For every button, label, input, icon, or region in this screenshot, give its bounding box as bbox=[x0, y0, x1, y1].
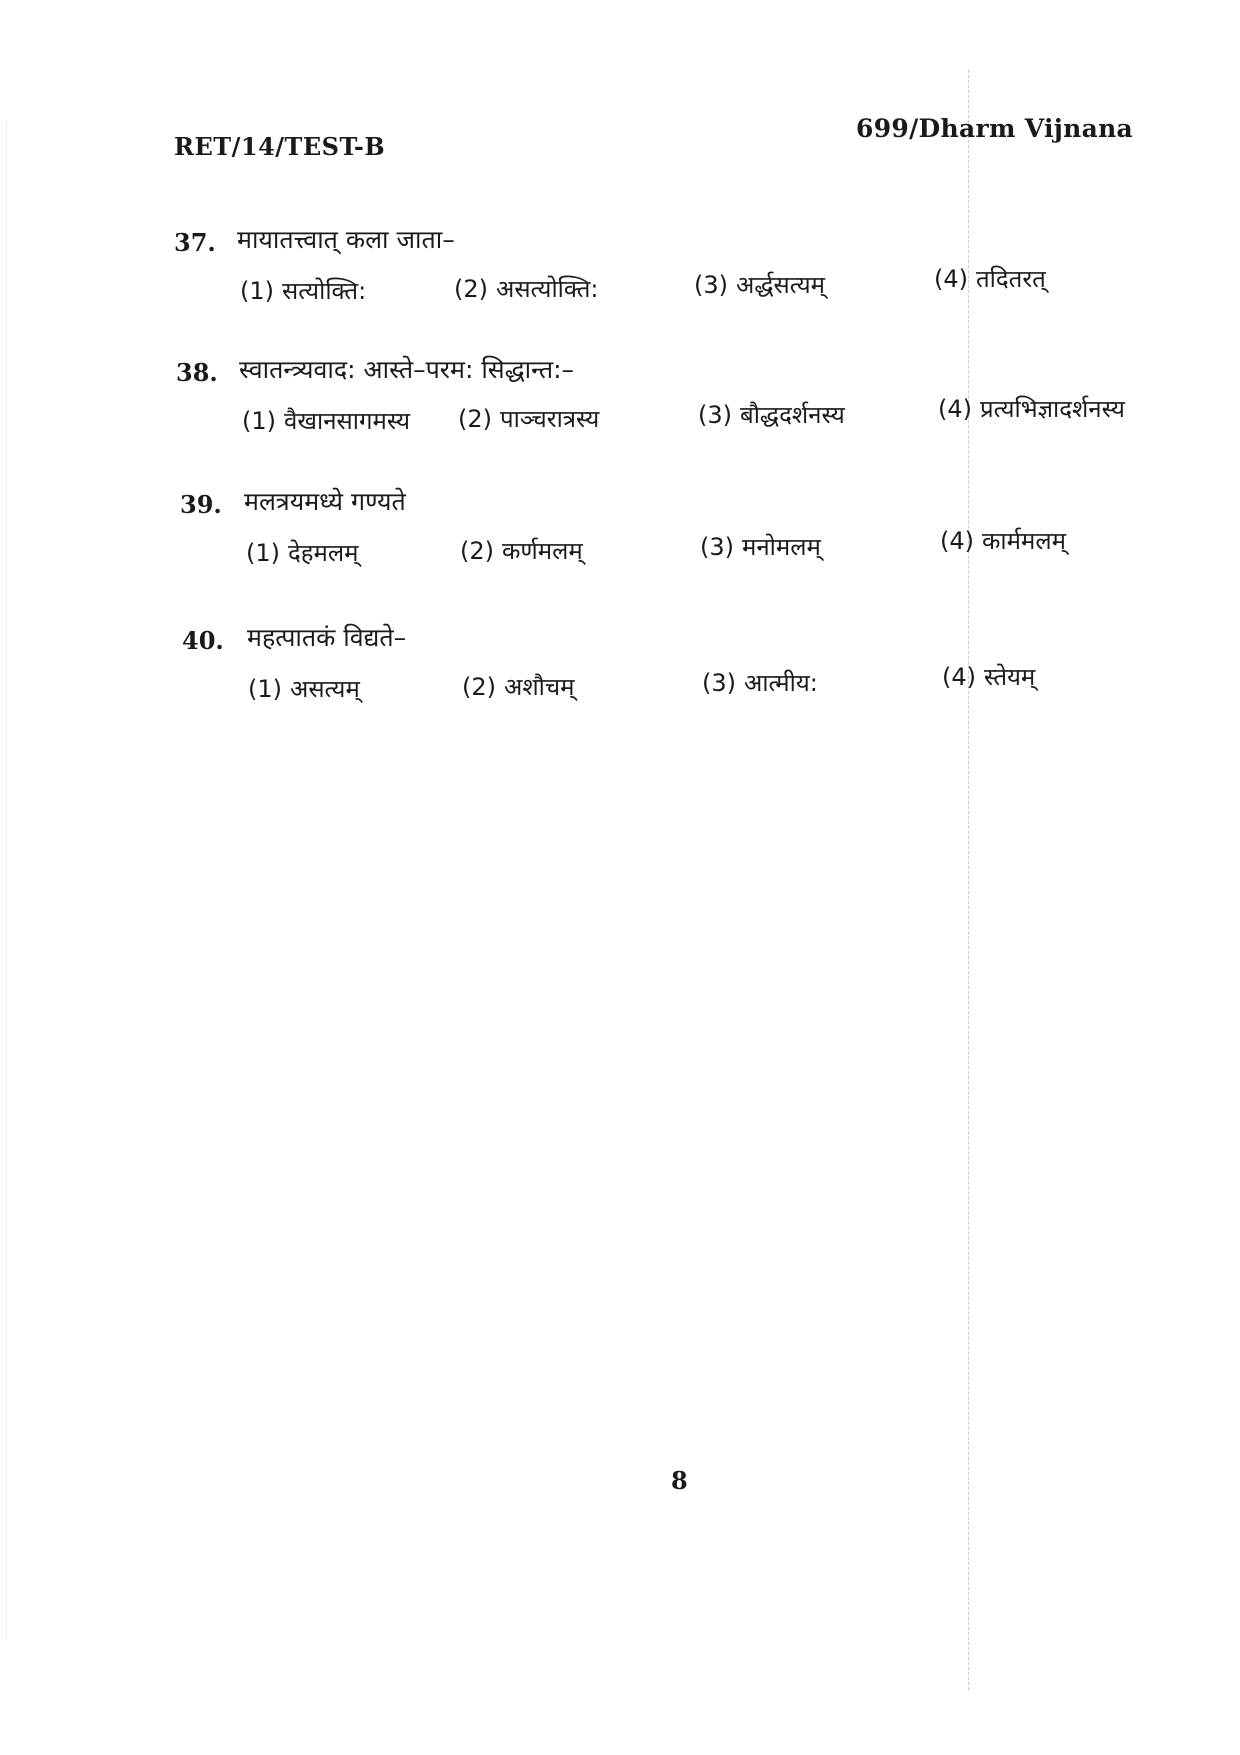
question-number: 39. bbox=[180, 490, 222, 519]
question-38 bbox=[0, 352, 1240, 482]
option-1 bbox=[248, 672, 360, 705]
option-2 bbox=[458, 402, 599, 435]
question-text: स्वातन्त्र्यवाद: आस्ते–परम: सिद्धान्त:– bbox=[239, 355, 575, 384]
option-text: अशौचम् bbox=[504, 673, 575, 701]
option-text: असत्योक्ति: bbox=[496, 275, 599, 303]
option-text: कर्णमलम् bbox=[502, 537, 583, 565]
option-text: मनोमलम् bbox=[742, 533, 821, 561]
option-text: स्तेयम् bbox=[984, 663, 1036, 691]
option-number: (2) bbox=[462, 673, 496, 701]
option-4 bbox=[940, 524, 1066, 557]
option-number: (4) bbox=[940, 527, 974, 555]
option-2 bbox=[454, 272, 599, 305]
option-text: आत्मीय: bbox=[744, 669, 818, 697]
option-text: अर्द्धसत्यम् bbox=[736, 271, 825, 299]
option-number: (2) bbox=[454, 275, 488, 303]
option-text: देहमलम् bbox=[288, 539, 359, 567]
option-number: (3) bbox=[700, 533, 734, 561]
option-1 bbox=[246, 536, 358, 569]
option-number: (1) bbox=[242, 407, 276, 435]
paper-code: RET/14/TEST-B bbox=[174, 132, 386, 161]
option-2 bbox=[460, 534, 583, 567]
option-3 bbox=[700, 530, 821, 563]
option-3 bbox=[702, 666, 818, 699]
subject-title: 699/Dharm Vijnana bbox=[856, 114, 1134, 143]
option-number: (2) bbox=[458, 405, 492, 433]
option-number: (1) bbox=[248, 675, 282, 703]
option-number: (4) bbox=[942, 663, 976, 691]
option-number: (1) bbox=[246, 539, 280, 567]
option-text: वैखानसागमस्य bbox=[284, 407, 411, 435]
option-1 bbox=[240, 274, 366, 307]
option-number: (1) bbox=[240, 277, 274, 305]
option-text: प्रत्यभिज्ञादर्शनस्य bbox=[980, 395, 1125, 423]
option-text: असत्यम् bbox=[290, 675, 360, 703]
option-4 bbox=[934, 262, 1046, 295]
question-37 bbox=[0, 220, 1240, 350]
question-number: 37. bbox=[174, 228, 216, 257]
question-text: मलत्रयमध्ये गण्यते bbox=[244, 487, 406, 516]
option-3 bbox=[698, 398, 845, 431]
option-number: (2) bbox=[460, 537, 494, 565]
option-3 bbox=[694, 268, 825, 301]
question-text: मायातत्त्वात् कला जाता– bbox=[237, 225, 455, 254]
option-4 bbox=[938, 392, 1125, 425]
option-number: (3) bbox=[694, 271, 728, 299]
option-number: (4) bbox=[934, 265, 968, 293]
option-text: तदितरत् bbox=[976, 265, 1046, 293]
question-number: 38. bbox=[176, 358, 218, 387]
option-text: बौद्धदर्शनस्य bbox=[740, 401, 845, 429]
question-39 bbox=[0, 484, 1240, 614]
question-40 bbox=[0, 620, 1240, 750]
option-4 bbox=[942, 660, 1035, 693]
question-number: 40. bbox=[182, 626, 224, 655]
page-number: 8 bbox=[671, 1466, 688, 1495]
question-text: महत्पातकं विद्यते– bbox=[247, 623, 407, 652]
option-number: (3) bbox=[698, 401, 732, 429]
option-text: कार्ममलम् bbox=[982, 527, 1066, 555]
option-number: (4) bbox=[938, 395, 972, 423]
option-text: पाञ्चरात्रस्य bbox=[500, 405, 600, 433]
option-1 bbox=[242, 404, 410, 437]
option-2 bbox=[462, 670, 574, 703]
option-number: (3) bbox=[702, 669, 736, 697]
option-text: सत्योक्ति: bbox=[282, 277, 367, 305]
